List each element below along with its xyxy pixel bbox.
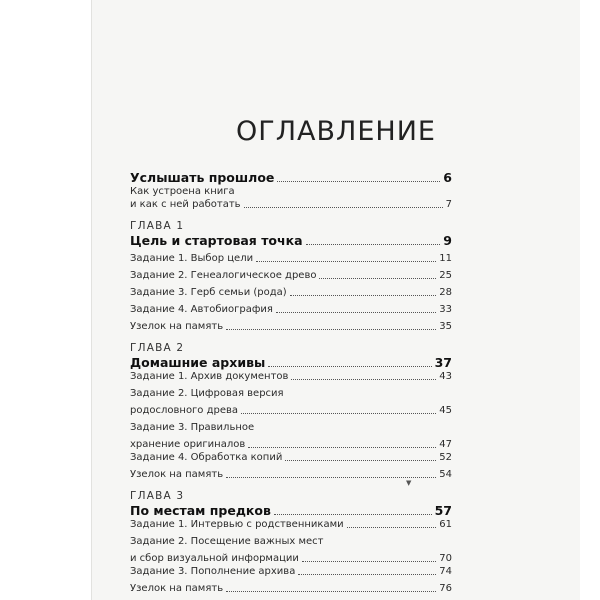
toc-heading-intro[interactable] xyxy=(130,170,452,185)
toc-entry-label: хранение оригиналов xyxy=(130,439,246,450)
dot-leader xyxy=(248,447,436,448)
page-number: 47 xyxy=(439,439,452,450)
dot-leader xyxy=(302,561,436,562)
toc-entry-label: Задание 4. Автобиография xyxy=(130,304,273,315)
dot-leader xyxy=(291,379,436,380)
toc-entry[interactable] xyxy=(130,468,452,481)
toc-entry-line[interactable] xyxy=(130,535,452,548)
page-number: 35 xyxy=(439,321,452,332)
page-title: ОГЛАВЛЕНИЕ xyxy=(236,116,436,147)
toc-entry-label: Узелок на память xyxy=(130,469,224,480)
toc-entry-label: Задание 3. Герб семьи (рода) xyxy=(130,287,287,298)
dot-leader xyxy=(277,181,440,182)
page-number: 52 xyxy=(439,452,452,463)
toc-entry[interactable] xyxy=(130,565,452,578)
toc-entry[interactable] xyxy=(130,269,452,282)
toc-heading-chapter-3[interactable] xyxy=(130,503,452,518)
page-number: 9 xyxy=(443,233,452,248)
toc-entry[interactable] xyxy=(130,252,452,265)
toc-entry-label: Задание 3. Пополнение архива xyxy=(130,566,296,577)
dot-leader xyxy=(256,261,436,262)
chapter-3-label: ГЛАВА 3 xyxy=(130,490,185,502)
toc-heading-label: Домашние архивы xyxy=(130,355,266,370)
page-number: 61 xyxy=(439,519,452,530)
page-number: 70 xyxy=(439,553,452,564)
dot-leader xyxy=(244,207,443,208)
toc-heading-chapter-1[interactable] xyxy=(130,233,452,248)
toc-entry-label: Узелок на память xyxy=(130,583,224,594)
toc-entry[interactable] xyxy=(130,404,452,417)
toc-entry[interactable] xyxy=(130,518,452,531)
toc-entry-label: Задание 3. Правильное xyxy=(130,422,255,433)
toc-entry-label: Как устроена книга xyxy=(130,186,235,197)
chapter-1-label: ГЛАВА 1 xyxy=(130,220,185,232)
toc-entry-line[interactable] xyxy=(130,421,452,434)
table-of-contents xyxy=(130,170,452,595)
toc-heading-chapter-2[interactable] xyxy=(130,355,452,370)
toc-heading-label: По местам предков xyxy=(130,503,271,518)
chevron-down-icon: ▼ xyxy=(406,479,412,487)
toc-heading-label: Услышать прошлое xyxy=(130,170,275,185)
toc-entry-label: Задание 1. Архив документов xyxy=(130,371,289,382)
page-number: 33 xyxy=(439,304,452,315)
toc-entry[interactable] xyxy=(130,552,452,565)
page-number: 45 xyxy=(439,405,452,416)
page-number: 57 xyxy=(434,503,452,518)
dot-leader xyxy=(285,460,436,461)
chapter-2-label: ГЛАВА 2 xyxy=(130,342,185,354)
toc-entry-line[interactable] xyxy=(130,387,452,400)
dot-leader xyxy=(319,278,436,279)
toc-entry-label: Задание 1. Выбор цели xyxy=(130,253,254,264)
dot-leader xyxy=(274,514,432,515)
toc-entry-label: Узелок на память xyxy=(130,321,224,332)
page-number: 7 xyxy=(445,199,452,210)
toc-entry-label: родословного древа xyxy=(130,405,239,416)
dot-leader xyxy=(347,527,437,528)
toc-entry-label: Задание 4. Обработка копий xyxy=(130,452,283,463)
toc-entry-label: Задание 2. Цифровая версия xyxy=(130,388,284,399)
toc-entry-label: и как с ней работать xyxy=(130,199,241,210)
dot-leader xyxy=(241,413,436,414)
toc-entry[interactable] xyxy=(130,451,452,464)
toc-entry-line[interactable] xyxy=(130,185,452,198)
toc-entry[interactable] xyxy=(130,370,452,383)
toc-entry-label: Задание 2. Генеалогическое древо xyxy=(130,270,317,281)
toc-entry[interactable] xyxy=(130,438,452,451)
page-number: 76 xyxy=(439,583,452,594)
page-number: 54 xyxy=(439,469,452,480)
dot-leader xyxy=(268,366,431,367)
page-number: 74 xyxy=(439,566,452,577)
toc-entry-label: Задание 2. Посещение важных мест xyxy=(130,536,324,547)
page-number: 28 xyxy=(439,287,452,298)
toc-entry-label: Задание 1. Интервью с родственниками xyxy=(130,519,344,530)
dot-leader xyxy=(298,574,436,575)
dot-leader xyxy=(226,591,436,592)
page-number: 25 xyxy=(439,270,452,281)
toc-entry-label: и сбор визуальной информации xyxy=(130,553,299,564)
dot-leader xyxy=(226,477,436,478)
toc-entry[interactable] xyxy=(130,286,452,299)
toc-entry[interactable] xyxy=(130,582,452,595)
dot-leader xyxy=(306,244,441,245)
toc-entry[interactable] xyxy=(130,320,452,333)
page-number: 37 xyxy=(434,355,452,370)
page-number: 11 xyxy=(439,253,452,264)
toc-heading-label: Цель и стартовая точка xyxy=(130,233,303,248)
toc-entry[interactable] xyxy=(130,303,452,316)
dot-leader xyxy=(290,295,437,296)
toc-entry[interactable] xyxy=(130,198,452,211)
page-number: 43 xyxy=(439,371,452,382)
page-number: 6 xyxy=(443,170,452,185)
dot-leader xyxy=(226,329,436,330)
dot-leader xyxy=(276,312,436,313)
